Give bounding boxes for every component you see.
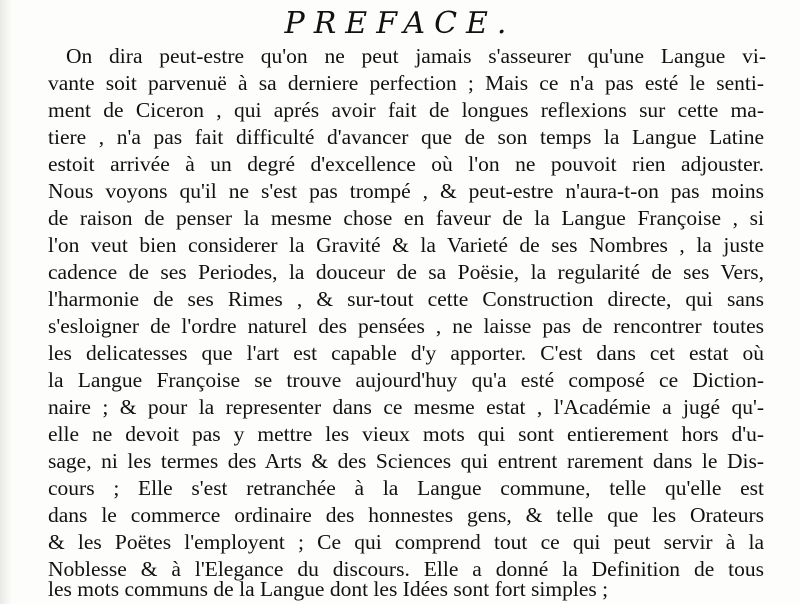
text-line: l'harmonie de ses Rimes , & sur-tout cette Construction directe, qui sans	[48, 287, 764, 311]
text-line: les mots communs de la Langue dont les Idées sont fort simples ;	[48, 577, 609, 601]
text-line: l'on veut bien considerer la Gravité & la Varieté de ses Nombres , la juste	[48, 233, 764, 257]
text-line: sage, ni les termes des Arts & des Sciences qui entrent rarement dans le Dis-	[48, 449, 764, 473]
text-line: ment de Ciceron , qui aprés avoir fait de longues reflexions sur cette ma-	[48, 98, 764, 122]
page-title: PREFACE.	[284, 6, 516, 41]
text-line: les delicatesses que l'art est capable d'y apporter. C'est dans cet estat où	[48, 341, 764, 365]
text-line: elle ne devoit pas y mettre les vieux mots qui sont entierement hors d'u-	[48, 422, 764, 446]
text-line: naire ; & pour la representer dans ce mesme estat , l'Académie a jugé qu'-	[48, 395, 764, 419]
page-gutter-shadow	[0, 0, 12, 604]
text-line: vante soit parvenuë à sa derniere perfection ; Mais ce n'a pas esté le senti-	[48, 71, 764, 95]
text-line: s'esloigner de l'ordre naturel des pensées , ne laisse pas de rencontrer toutes	[48, 314, 764, 338]
text-line: de raison de penser la mesme chose en faveur de la Langue Françoise , si	[48, 206, 764, 230]
text-line: tiere , n'a pas fait difficulté d'avancer que de son temps la Langue Latine	[48, 125, 764, 149]
text-line: estoit arrivée à un degré d'excellence où l'on ne pouvoit rien adjouster.	[48, 152, 764, 176]
text-line: cadence de ses Periodes, la douceur de sa Poësie, la regularité de ses Vers,	[48, 260, 764, 284]
text-line: & les Poëtes l'employent ; Ce qui comprend tout ce qui peut servir à la	[48, 530, 764, 554]
text-line: cours ; Elle s'est retranchée à la Langue commune, telle qu'elle est	[48, 476, 764, 500]
text-line: la Langue Françoise se trouve aujourd'huy qu'a esté composé ce Diction-	[48, 368, 764, 392]
text-line: Noblesse & à l'Elegance du discours. Elle a donné la Definition de tous	[48, 557, 764, 581]
text-line: Nous voyons qu'il ne s'est pas trompé , & peut-estre n'aura-t-on pas moins	[48, 179, 764, 203]
text-line: dans le commerce ordinaire des honnestes gens, & telle que les Orateurs	[48, 503, 764, 527]
text-line: On dira peut-estre qu'on ne peut jamais s'asseurer qu'une Langue vi-	[66, 44, 766, 68]
